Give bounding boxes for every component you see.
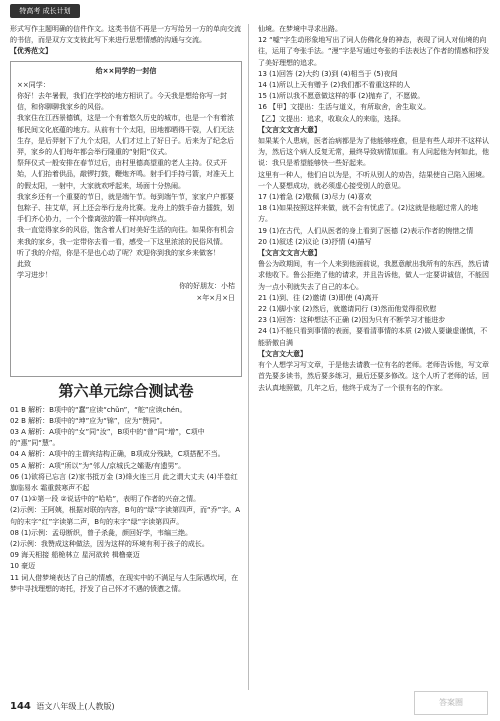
answer-line: 17 (1)着急 (2)敬佩 (3)尽力 (4)喜欢 — [258, 193, 372, 202]
answer-line: 07 (1)①第一段 ②说话中的“哈哈”，表明了作者的兴奋之情。 — [10, 495, 201, 504]
answer-line: 12 “嘘”字生动形象地写出了词人仿佛化身的神态，表现了词人对仙境的向往，运用了夸张手法。“漫”字是写通过夸张的手法表达了作者的情感和抒发了美好理想的追求。 — [258, 36, 490, 67]
page-footer — [10, 701, 115, 713]
letter-line: ××同学： — [17, 80, 50, 89]
answer-line: 05 A 解析：A项“所以”为“邻人/京城氏之孀妻/有遗男”。 — [10, 461, 186, 470]
translation-text: 有个人想学习写文章，于是他去请教一位有名的老师。老师告诉他，写文章首先要多读书，然后要多练习，最后还要多修改。这个人听了老师的话，回去认真地照做，几年之后，他终于成为了一个很有名的作家。 — [258, 361, 489, 392]
left-column — [10, 24, 242, 595]
translation-text: 如果某个人患病，医者治病都是为了他能够痊愈，但是有些人却并不这样认为，然后这个病人反复无常，最终导致病情加重。有人问起他为何如此，他说：我只是希望能够快一些好起来。 — [258, 137, 489, 168]
letter-title: 给××同学的一封信 — [95, 66, 157, 75]
answer-line: 01 B 解析：B项中的“蠢”应读“chǔn”，“舵”应读chén。 — [10, 405, 187, 414]
translation-heading: 【文言文文言大意】 — [258, 249, 321, 258]
answer-line: 04 A 解析：A项中的主谓宾结构正确，B项成分残缺，C项搭配不当。 — [10, 450, 225, 459]
answer-line: 03 A 解析：A项中的“女”同“汝”，B项中的“曾”同“增”，C项中的“惠”同“慧”。 — [10, 428, 205, 448]
answer-line: 02 B 解析：B项中的“坤”应为“锦”，应为“赞同”。 — [10, 416, 167, 425]
answer-line: 21 (1)到、往 (2)邀请 (3)即使 (4)离开 — [258, 293, 379, 302]
column-divider — [248, 24, 249, 690]
answer-line: 15 (1)所以我不愿意做这样的事 (2)抛弃了，不愿做。 — [258, 92, 425, 101]
letter-line: 听了我的介绍，你是不是也心动了呢？欢迎你到我的家乡来做客！ — [17, 248, 220, 257]
sample-letter — [10, 61, 242, 377]
letter-line: 我一直觉得家乡的风俗，饱含着人们对美好生活的向往。如果你有机会来我的家乡，我一定带你去看一看，感受一下这里浓浓的民俗风情。 — [17, 226, 234, 246]
answer-line: 23 (1)回答：这种想法不正确 (2)因为只有不断学习才能进步 — [258, 316, 446, 325]
answer-line: 10 豪迈 — [10, 562, 36, 571]
letter-line: 我家住在江西景德镇，这是一个有着悠久历史的城市，也是一个有着浓郁民间文化底蕴的地方。从前有十个太阳，田地都晒得干裂，人们无法生存，是后羿射下了九个太阳，人们才过上了好日子。后来为了纪念后羿，家乡的人们每年都会举行隆重的“射阳”仪式。 — [17, 114, 234, 157]
answer-line: 16 【甲】文提出：生活与道义，有所取舍，舍生取义。 — [258, 103, 431, 112]
letter-line: 祭拜仪式一般安排在春节过后，由村里德高望重的老人主持。仪式开始，人们抬着供品，敲锣打鼓，鞭炮齐鸣。射手们手持弓箭，对准天上的假太阳，一射中，大家就欢呼起来，场面十分热闹。 — [17, 159, 234, 190]
page-header — [10, 4, 490, 20]
translation-heading: 【文言文大意】 — [258, 349, 307, 358]
section-title: 第六单元综合测试卷 — [58, 381, 194, 400]
answer-line: 20 (1)叙述 (2)议论 (3)抒情 (4)描写 — [258, 237, 372, 246]
answer-line: 19 (1)在古代，人们从医者的身上看到了医德 (2)表示作者的惋惜之情 — [258, 226, 474, 235]
translation-heading: 【文言文文言大意】 — [258, 125, 321, 134]
letter-line: 学习进步！ — [17, 271, 52, 280]
answer-line: 14 (1)所以上天有赠予 (2)我们都不看重这样的人 — [258, 81, 411, 90]
letter-line: 你好！去年暑假，我们在学校的地方相识了。今天我是想给你写一封信，和你聊聊我家乡的风俗。 — [17, 92, 227, 112]
answer-line: 06 (1)欲将已忘言 (2)家书抵万金 (3)烽火连三月 此之谓大丈夫 (4)半卷红旗临易水 霜重鼓寒声不起 — [10, 472, 238, 493]
answer-line: (2)示例：我赞成这种做法，因为这样的环境有利于孩子的成长。 — [10, 540, 209, 549]
answer-line: 09 海天相接 船桅林立 星河欲转 楫橹豪迈 — [10, 551, 140, 560]
right-column — [258, 24, 490, 394]
answer-line: 18 (1)如果按照这样来做，就不会有忧虑了。(2)这就是他超过常人的地方。 — [258, 204, 478, 224]
watermark-logo: 答案圈 — [414, 691, 488, 715]
answer-line: 13 (1)回答 (2)大约 (3)到 (4)相当于 (5)夜间 — [258, 69, 398, 78]
intro-text: 形式写作主题明确的信件作文。这类书信不再是一方写给另一方的单向交流的书信，而是双方文支彼此写下来进行思想情感的沟通与交流。 — [10, 25, 241, 45]
letter-line: 此致 — [17, 260, 31, 269]
answer-line: 仙境。在梦境中寻求出路。 — [258, 25, 342, 33]
answer-line: 22 (1)脚小家 (2)然后，就邀请同行 (3)然而他觉得很欣慰 — [258, 305, 437, 314]
letter-line: 我家乡还有一个重要的节日，就是端午节。每到端午节，家家户户都要包粽子、挂艾草，河上还会举行龙舟比赛。龙舟上的鼓手奋力擂鼓，划手们齐心协力，一个个像离弦的箭一样冲向终点。 — [17, 192, 234, 224]
answer-line: 【乙】文提出：追求，收取众人的来临，选择。 — [258, 114, 405, 123]
answer-line: (2)示例：王阿姨，根据对联的内容，B句的“绿”字读第四声，而“乔”字。A句的末字“红”字读第二声，B句的末字“绿”字读第四声。 — [10, 506, 241, 526]
answer-line: 11 词人借梦境表达了自己的情感，在现实中的不满足与人生际遇坎坷，在梦中寻找理想的寄托，抒发了自己怀才不遇的愤懑之情。 — [10, 573, 239, 593]
letter-signature: 你的好朋友：小桔 — [179, 282, 235, 291]
subject-label: 语文八年级上(人教版) — [36, 702, 115, 711]
answer-line: 24 (1)不能只看到事情的表面，要看清事情的本质 (2)做人要谦虚谨慎，不能骄傲自满 — [258, 327, 488, 347]
letter-date: ×年×月×日 — [196, 293, 235, 302]
publisher-logo: 特高考 成长计划 — [10, 4, 80, 18]
page-number: 144 — [10, 701, 31, 712]
translation-text: 鲁公为政期间，有一个人来到他面前说，我愿意献出我所有的东西，然后请求他收下。鲁公拒绝了他的请求，并且告诉他，做人一定要讲诚信，不能因为一点小利就失去了自己的本心。 — [258, 260, 489, 291]
answer-line: 08 (1)示例：孟母断织，曾子杀彘，颜回好学，韦编三绝。 — [10, 528, 193, 537]
example-label: 【优秀范文】 — [10, 47, 52, 56]
translation-text: 这里有一种人，他们自以为是，不听从别人的劝告，结果使自己陷入困境。一个人要想成功，就必须虚心接受别人的意见。 — [258, 170, 489, 190]
